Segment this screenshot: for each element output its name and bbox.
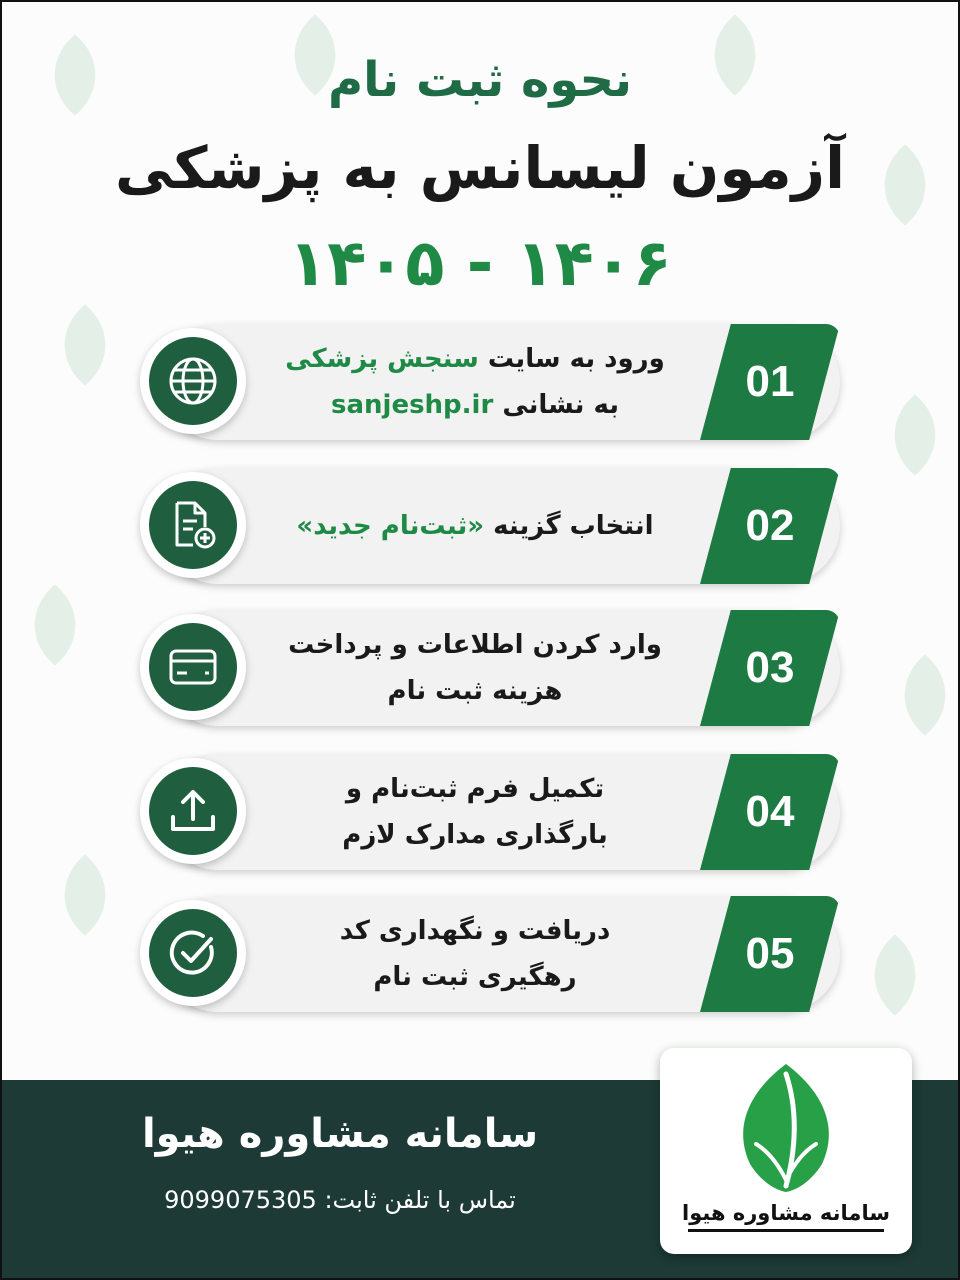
credit-card-icon bbox=[165, 639, 221, 695]
step-text-line: بارگذاری مدارک لازم bbox=[342, 820, 608, 850]
step-text-line: تکمیل فرم ثبت‌نام و bbox=[345, 774, 605, 804]
site-url-link[interactable]: sanjeshp.ir bbox=[331, 390, 494, 420]
step-icon-ring bbox=[140, 900, 246, 1006]
globe-icon bbox=[165, 353, 221, 409]
step-2 bbox=[140, 466, 840, 588]
watermark-leaf-icon bbox=[10, 580, 100, 670]
step-text-line: دریافت و نگهداری کد bbox=[339, 916, 611, 946]
step-description bbox=[265, 896, 685, 1012]
title-exam-name: آزمون لیسانس به پزشکی bbox=[115, 134, 845, 202]
step-icon-ring bbox=[140, 614, 246, 720]
step-text-line: رهگیری ثبت نام bbox=[373, 962, 577, 992]
step-3 bbox=[140, 608, 840, 730]
step-description bbox=[265, 468, 685, 584]
step-number: 04 bbox=[745, 787, 795, 836]
watermark-leaf-icon bbox=[40, 850, 130, 940]
step-number: 05 bbox=[745, 929, 795, 978]
step-icon-ring bbox=[140, 328, 246, 434]
watermark-leaf-icon bbox=[40, 300, 130, 390]
check-circle-icon bbox=[165, 925, 221, 981]
logo-caption: سامانه مشاوره هیوا bbox=[682, 1201, 890, 1225]
add-document-icon bbox=[165, 497, 221, 553]
title-how-to-register: نحوه ثبت نام bbox=[327, 52, 633, 108]
site-name: سنجش پزشکی bbox=[285, 344, 479, 374]
step-number: 02 bbox=[745, 501, 795, 550]
step-text-line: هزینه ثبت نام bbox=[387, 676, 563, 706]
step-text-plain: ورود به سایت bbox=[478, 344, 665, 374]
brand-name: سامانه مشاوره هیوا bbox=[141, 1111, 539, 1157]
step-description bbox=[265, 754, 685, 870]
step-icon-ring bbox=[140, 472, 246, 578]
step-1 bbox=[140, 322, 840, 444]
watermark-leaf-icon bbox=[870, 390, 960, 480]
step-4 bbox=[140, 752, 840, 874]
step-icon-ring bbox=[140, 758, 246, 864]
title-academic-year: ۱۴۰۶ - ۱۴۰۵ bbox=[288, 227, 672, 301]
logo-card bbox=[660, 1048, 912, 1254]
logo-underline bbox=[688, 1229, 884, 1232]
step-description bbox=[265, 610, 685, 726]
step-text-line: وارد کردن اطلاعات و پرداخت bbox=[288, 630, 662, 660]
step-text-plain: به نشانی bbox=[493, 390, 619, 420]
step-text-plain: انتخاب گزینه bbox=[484, 511, 654, 541]
step-description bbox=[265, 324, 685, 440]
hiva-leaf-logo-icon bbox=[726, 1060, 846, 1196]
upload-icon bbox=[165, 783, 221, 839]
contact-phone[interactable]: تماس با تلفن ثابت: 9099075305 bbox=[164, 1186, 516, 1214]
watermark-leaf-icon bbox=[880, 650, 960, 740]
step-number: 01 bbox=[745, 357, 795, 406]
watermark-leaf-icon bbox=[850, 930, 940, 1020]
option-new-registration: «ثبت‌نام جدید» bbox=[296, 511, 485, 541]
step-5 bbox=[140, 894, 840, 1016]
step-number: 03 bbox=[745, 643, 795, 692]
